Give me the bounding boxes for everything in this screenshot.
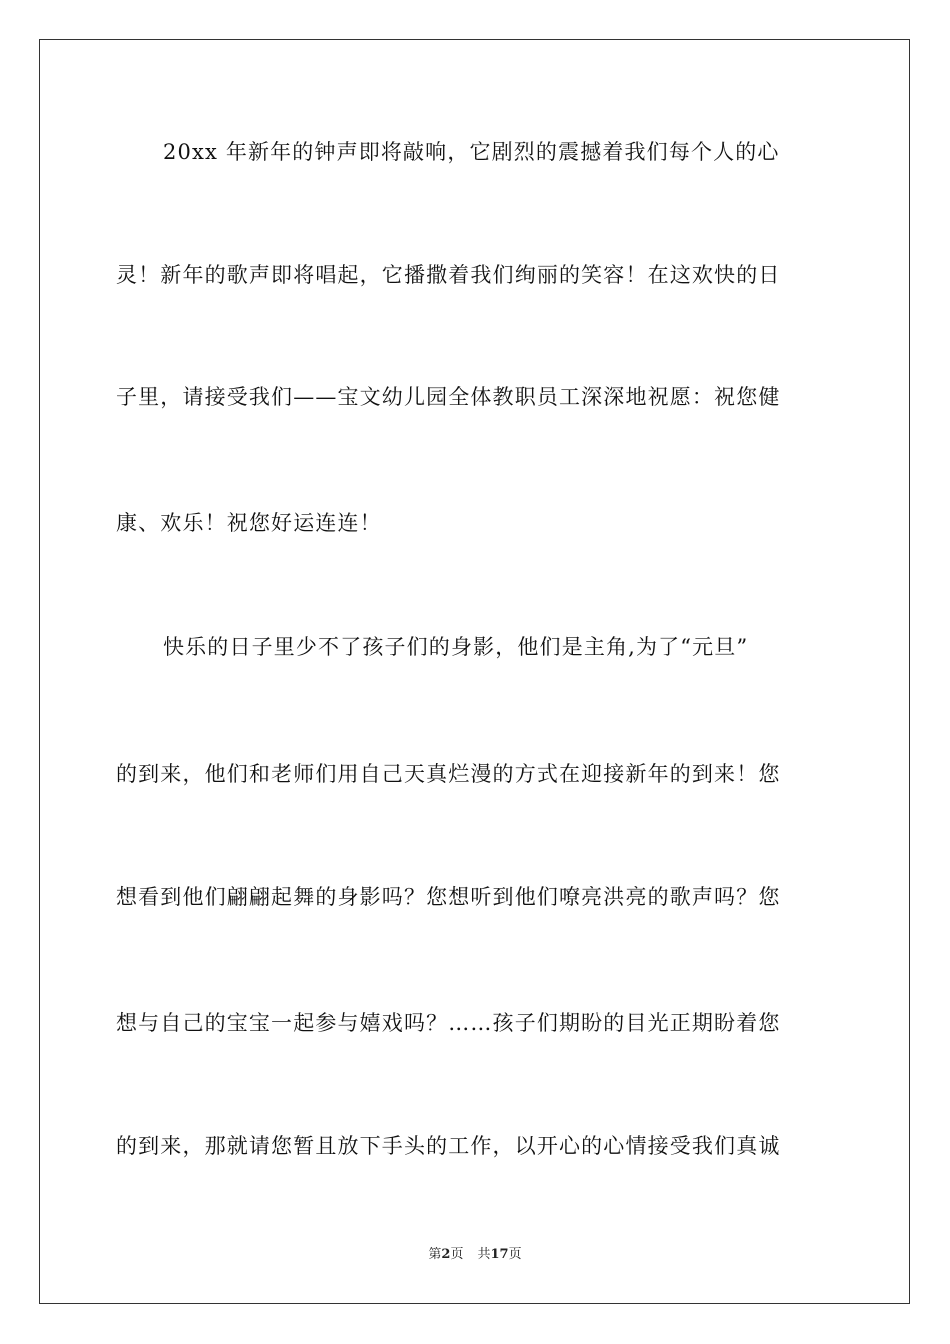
- total-pages: 17: [490, 1247, 509, 1262]
- total-suffix: 页: [508, 1247, 522, 1262]
- paragraph-line: 想看到他们翩翩起舞的身影吗？您想听到他们嘹亮洪亮的歌声吗？您: [116, 885, 781, 909]
- paragraph-line: 快乐的日子里少不了孩子们的身影，他们是主角,为了“元旦”: [163, 635, 749, 659]
- page-border: [39, 39, 910, 1304]
- paragraph-line: 的到来，他们和老师们用自己天真烂漫的方式在迎接新年的到来！您: [116, 762, 781, 786]
- page-suffix: 页: [450, 1247, 464, 1262]
- paragraph-line: 20xx 年新年的钟声即将敲响，它剧烈的震撼着我们每个人的心: [163, 140, 780, 164]
- paragraph-line: 子里，请接受我们——宝文幼儿园全体教职员工深深地祝愿：祝您健: [116, 385, 781, 409]
- paragraph-line: 想与自己的宝宝一起参与嬉戏吗？……孩子们期盼的目光正期盼着您: [116, 1011, 781, 1035]
- paragraph-line: 的到来，那就请您暂且放下手头的工作，以开心的心情接受我们真诚: [116, 1134, 781, 1158]
- paragraph-line: 灵！新年的歌声即将唱起，它播撒着我们绚丽的笑容！在这欢快的日: [116, 263, 781, 287]
- paragraph-line: 康、欢乐！祝您好运连连！: [116, 511, 382, 535]
- page-prefix: 第: [428, 1247, 442, 1262]
- page-number: 2: [441, 1247, 451, 1262]
- total-prefix: 共: [477, 1247, 491, 1262]
- page-footer: [0, 1246, 950, 1264]
